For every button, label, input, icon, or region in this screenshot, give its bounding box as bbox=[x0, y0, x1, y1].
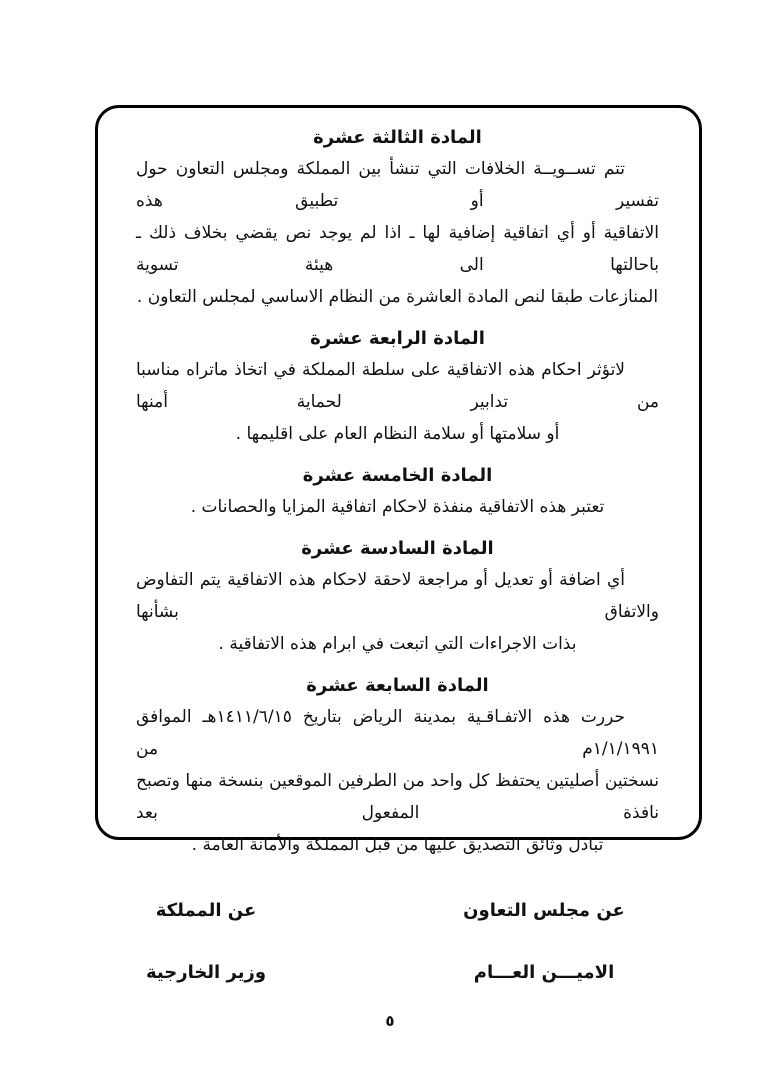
signature-parties-row bbox=[136, 899, 659, 923]
article-section bbox=[136, 122, 659, 313]
paragraph-line: تبادل وثائق التصديق عليها من قبل المملكة والأمانة العامة . bbox=[191, 835, 604, 855]
signature-party-kingdom: عن المملكة bbox=[155, 900, 257, 921]
paragraph-line: الاتفاقية أو أي اتفاقية إضافية لها ـ اذا لم يوجد نص يقضي بخلاف ذلك ـ باحالتها الى هيئة تسوية bbox=[136, 223, 659, 275]
paragraph-line: أو سلامتها أو سلامة النظام العام على اقليمها . bbox=[235, 424, 560, 444]
signature-title-foreign-minister: وزير الخارجية bbox=[145, 962, 267, 983]
signature-titles-row bbox=[136, 961, 659, 985]
signature-title-secretary-general: الاميـــن العـــام bbox=[473, 962, 615, 983]
paragraph-line: حررت هذه الاتفـاقـية بمدينة الرياض بتاريخ ١٤١١/٦/١٥هـ الموافق ١/١/١٩٩١م من bbox=[136, 707, 659, 759]
paragraph-line: المنازعات طبقا لنص المادة العاشرة من النظام الاساسي لمجلس التعاون . bbox=[136, 287, 659, 307]
paragraph-line: تتم تســويــة الخلافات التي تنشأ بين المملكة ومجلس التعاون حول تفسير أو تطبيق هذه bbox=[136, 159, 659, 211]
article-heading: المادة الخامسة عشرة bbox=[302, 465, 493, 486]
signature-party-council: عن مجلس التعاون bbox=[463, 900, 625, 921]
article-section bbox=[136, 533, 659, 660]
article-heading: المادة الثالثة عشرة bbox=[313, 127, 482, 148]
paragraph-line: بذات الاجراءات التي اتبعت في ابرام هذه الاتفاقية . bbox=[218, 634, 577, 654]
article-section bbox=[136, 460, 659, 523]
article-heading: المادة السابعة عشرة bbox=[306, 675, 489, 696]
paragraph-line: تعتبر هذه الاتفاقية منفذة لاحكام اتفاقية المزايا والحصانات . bbox=[190, 497, 605, 517]
page-number: ٥ bbox=[385, 1012, 395, 1030]
article-section bbox=[136, 670, 659, 861]
article-heading: المادة السادسة عشرة bbox=[301, 538, 494, 559]
document-frame bbox=[95, 105, 702, 983]
paragraph-line: نسختين أصليتين يحتفظ كل واحد من الطرفين الموقعين بنسخة منها وتصبح نافذة المفعول بعد bbox=[136, 771, 659, 823]
article-heading: المادة الرابعة عشرة bbox=[310, 328, 485, 349]
articles-container bbox=[136, 122, 659, 861]
paragraph-line: لاتؤثر احكام هذه الاتفاقية على سلطة المملكة في اتخاذ ماتراه مناسبا من تدابير لحماية أمنها bbox=[136, 360, 659, 412]
paragraph-line: أي اضافة أو تعديل أو مراجعة لاحقة لاحكام هذه الاتفاقية يتم التفاوض والاتفاق بشأنها bbox=[136, 570, 659, 622]
article-section bbox=[136, 323, 659, 450]
